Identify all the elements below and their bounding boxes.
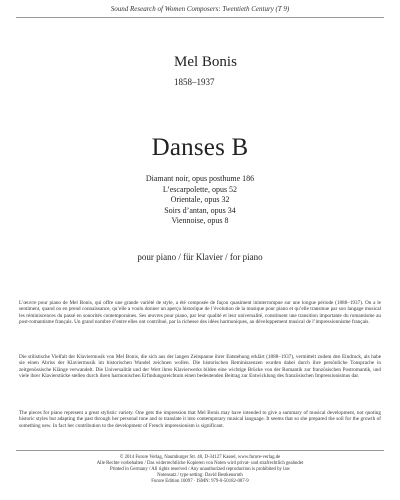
footer-line: © 2014 Furore Verlag, Naumburger Str. 40, D-34127 Kassel, www.furore-verlag.de bbox=[119, 455, 281, 460]
publisher-footer bbox=[0, 455, 400, 485]
footer-line: Furore Edition 10097 · ISMN: 979-0-50182-087-9 bbox=[151, 479, 249, 484]
footer-line: Notensatz / type setting: David Bestkensroth bbox=[157, 473, 243, 478]
paragraph-german: Die stilistische Vielfalt der Klaviermusik von Mel Bonis, die sich aus der langen Zeitspanne ihrer Entstehung erklärt (1888–1937), vermittelt zudem den Eindruck, als habe sie einen Abriss der Klaviermusik im historischen Wandel zeichnen wollen. Die historischen Reminiszenzen wurden dabei durch ihre persönliche Tonsprache in zeitgenössische Klänge verwandelt. Die Universalität und der Wert ihres Klavierwerks bilden eine wichtige Brücke von der Romantik zur französischen Postromantik, und viele ihrer Klavierstücke stellen durch ihren harmonischen Erfindungsreichtum einen bedeutenden Beitrag zur Entwicklung des französischen Impressionismus dar. bbox=[19, 354, 381, 380]
instrumentation: pour piano / für Klavier / for piano bbox=[137, 252, 263, 262]
footer-line: Printed in Germany / All rights reserved / Any unauthorized reproduction is prohibited by law bbox=[109, 467, 291, 472]
work-item: Soirs d’antan, opus 34 bbox=[164, 205, 236, 215]
works-list bbox=[0, 174, 400, 227]
series-title: Sound Research of Women Composers: Twentieth Century (T 9) bbox=[110, 5, 290, 13]
header-divider bbox=[16, 17, 384, 18]
composer-name: Mel Bonis bbox=[174, 54, 237, 70]
work-item: Viennoise, opus 8 bbox=[171, 216, 229, 225]
work-item: Orientale, opus 32 bbox=[170, 195, 230, 204]
work-item: Diamant noir, opus posthume 186 bbox=[145, 174, 255, 183]
paragraph-french: L’œuvre pour piano de Mel Bonis, qui offre une grande variété de style, a été composée de façon quasiment ininterrompue sur une longue période (1888–1937). On a le sentiment, quand on en prend connaissance, qu’elle a voulu donner un aperçu historique de l’évolution de la musique pour piano et qu’elle transmue par son langage musical les réminiscences du passé en sonorités contemporaines. Ses œuvres pour piano, par leur qualité et leur universalité, constituent une transition importante du romantisme au post-romantisme français. Un grand nombre d’entre elles ont contribué, par la richesse des idées harmoniques, au développement musical de l’impressionnisme français. bbox=[19, 300, 381, 326]
paragraph-english: The pieces for piano represent a great stylistic variety. One gets the impression that Mel Bonis may have intended to give a summary of musical development, not quoting historic styles but adapting the past through her personal tone and to translate it into contemporary musical language. It seems that so she prepared the soil for the growth of something new. In fact her contribution to the development of French impressionism is significant. bbox=[19, 410, 381, 429]
work-item: L’escarpolette, opus 52 bbox=[162, 184, 238, 194]
footer-divider bbox=[16, 450, 384, 451]
composer-dates: 1858–1937 bbox=[174, 77, 215, 87]
page-title: Danses B bbox=[151, 134, 249, 161]
footer-line: Alle Rechte vorbehalten / Das widerrechtliche Kopieren von Noten wird privat- und strafrechtlich geahndet bbox=[96, 461, 304, 466]
